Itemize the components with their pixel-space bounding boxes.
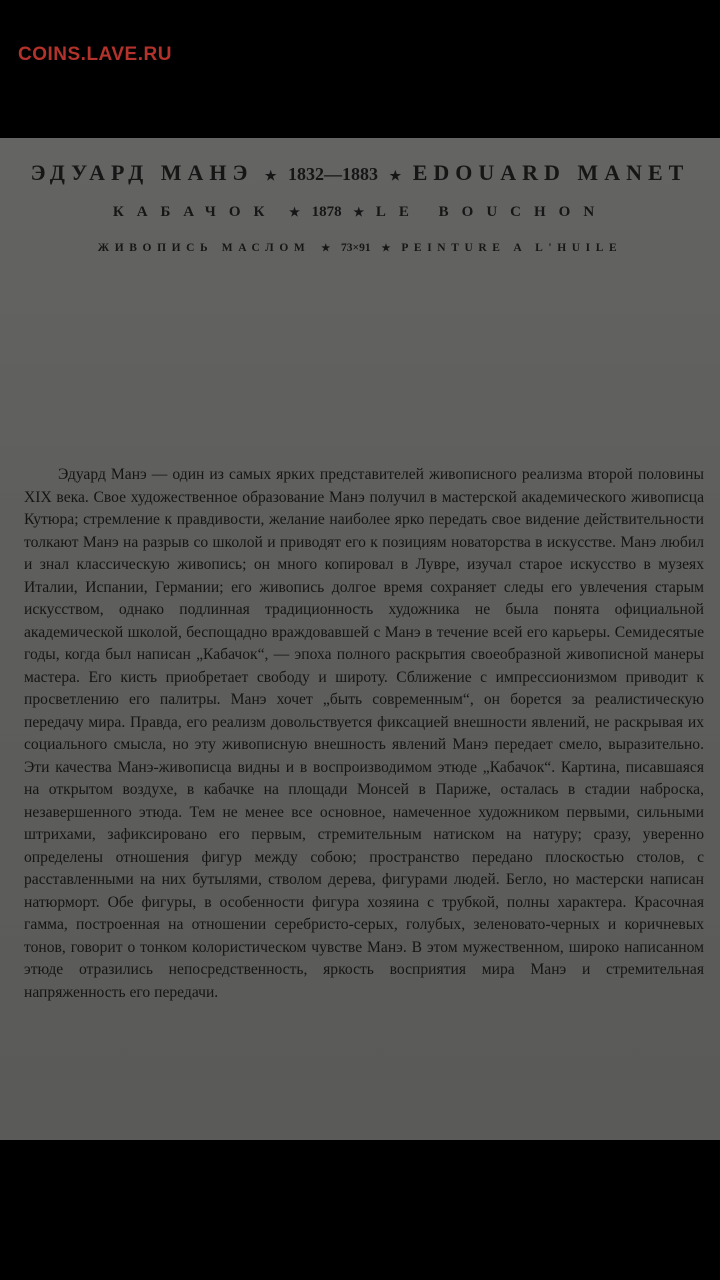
artist-dates: 1832—1883: [288, 164, 379, 184]
painting-title-fr: LE BOUCHON: [375, 204, 608, 220]
star-separator: ★: [381, 243, 391, 254]
painting-size: 73×91: [341, 242, 371, 254]
artist-name-ru: ЭДУАРД МАНЭ: [30, 160, 254, 185]
description-paragraph: [24, 464, 704, 1004]
header-medium-line: [0, 242, 720, 254]
medium-ru: ЖИВОПИСЬ МАСЛОМ: [97, 242, 311, 254]
artist-name-fr: EDOUARD MANET: [412, 160, 690, 185]
star-separator: ★: [321, 243, 331, 254]
star-separator: ★: [264, 168, 277, 183]
medium-fr: PEINTURE A L'HUILE: [401, 242, 623, 254]
star-separator: ★: [389, 168, 402, 183]
header-artist-line: [0, 160, 720, 186]
star-separator: ★: [353, 205, 365, 219]
book-page: [0, 138, 720, 1140]
site-watermark: COINS.LAVE.RU: [18, 44, 172, 65]
star-separator: ★: [289, 205, 300, 219]
painting-title-ru: КАБАЧОК: [112, 204, 278, 220]
header-title-line: [0, 204, 720, 221]
description-text: Эдуард Манэ — один из самых ярких представителей живописного реализма второй половины XIX века. Свое художественное образование Манэ получил в мастерской академического живописца Кутюра; стремление к правдивости, желание наиболее ярко передать свое видение действительности толкают Манэ на разрыв со школой и приводят его к позициям новаторства в искусстве. Манэ любил и знал классическую живопись; он много копировал в Лувре, изучал старое искусство в музеях Италии, Испании, Германии; его живопись долгое время сохраняет следы его увлечения старым искусством, однако подлинная традиционность художника не была понята официальной академической школой, беспощадно враждовавшей с Манэ в течение всей его карьеры. Семидесятые годы, когда был написан „Кабачок“, — эпоха полного раскрытия своеобразной живописной манеры мастера. Его кисть приобретает свободу и широту. Сближение с импрессионизмом приводит к просветлению его палитры. Манэ хочет „быть современным“, он борется за реалистическую передачу мира. Правда, его реализм довольствуется фиксацией внешности явлений, не раскрывая их социального смысла, но эту живописную внешность явлений Манэ передает смело, выразительно. Эти качества Манэ-живописца видны и в воспроизводимом этюде „Кабачок“. Картина, писавшаяся на открытом воздухе, в кабачке на площади Монсей в Париже, осталась в стадии наброска, незавершенного этюда. Тем не менее все основное, намеченное художником первыми, сильными штрихами, зафиксировано его первым, стремительным натиском на натуру; сразу, уверенно определены отношения фигур между собою; пространство передано плоскостью столов, с расставленными на них бутылями, стволом дерева, фигурами людей. Бегло, но мастерски написан натюрморт. Обе фигуры, в особенности фигура хозяина с трубкой, полны характера. Красочная гамма, построенная на отношении серебристо-серых, голубых, зеленовато-черных и коричневых тонов, говорит о тонком колористическом чувстве Манэ. В этом мужественном, широко написанном этюде отразились непосредственность, яркость восприятия мира Манэ и стремительная напряженность его передачи.: [24, 466, 704, 1001]
painting-year: 1878: [311, 204, 342, 220]
